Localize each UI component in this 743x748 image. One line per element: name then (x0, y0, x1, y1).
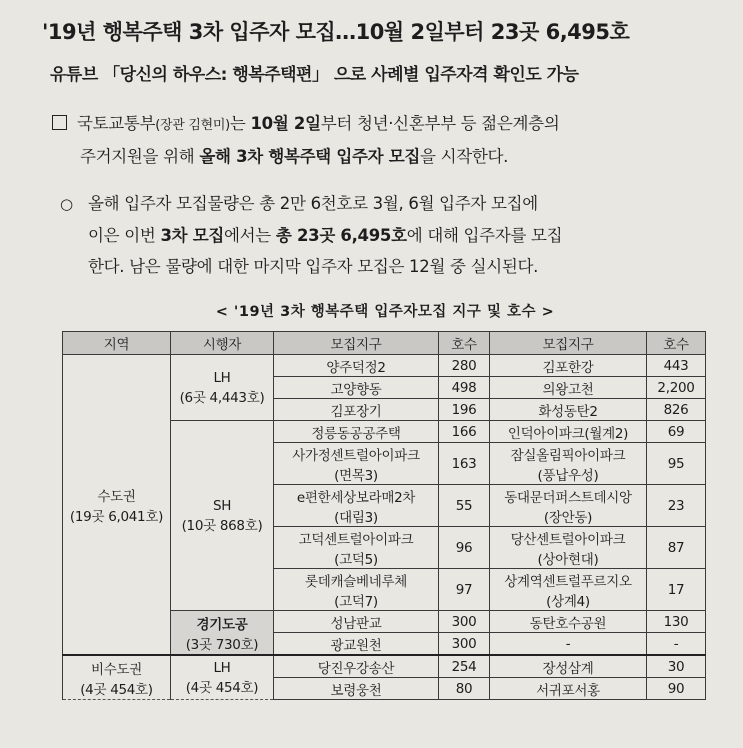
district-cell: 고양향동 (274, 377, 439, 399)
page-title: '19년 행복주택 3차 입주자 모집…10월 2일부터 23곳 6,495호 (42, 20, 630, 44)
district-alias: (대림3) (334, 509, 378, 526)
header-operator: 시행자 (171, 332, 274, 355)
district-cell: - (490, 633, 647, 656)
paragraph-details (60, 188, 700, 282)
units-cell: 90 (647, 678, 706, 700)
district-alias: (고덕5) (334, 551, 378, 568)
bold-text: 총 23곳 6,495호 (275, 226, 407, 245)
table-caption: < '19년 3차 행복주택 입주자모집 지구 및 호수 > (215, 304, 555, 320)
text-span: 주거지원을 위해 (80, 147, 200, 166)
units-cell: - (647, 633, 706, 656)
district-cell: 동탄호수공원 (490, 611, 647, 633)
units-cell: 17 (647, 569, 706, 611)
region-cell (63, 655, 171, 700)
units-cell: 300 (439, 633, 490, 656)
units-cell: 95 (647, 443, 706, 485)
table-row (63, 355, 706, 377)
units-cell: 826 (647, 399, 706, 421)
units-cell: 96 (439, 527, 490, 569)
district-cell: 보령웅천 (274, 678, 439, 700)
operator-count: (6곳 4,443호) (179, 389, 265, 406)
district-cell (490, 527, 647, 569)
text-span: 에 대해 입주자를 모집 (406, 226, 563, 245)
district-cell: 의왕고천 (490, 377, 647, 399)
units-cell: 130 (647, 611, 706, 633)
district-name: e편한세상보라매2차 (296, 489, 416, 506)
header-region: 지역 (63, 332, 171, 355)
district-alias: (상아현대) (537, 551, 599, 568)
district-name: 고덕센트럴아이파크 (298, 531, 414, 548)
operator-cell (171, 355, 274, 421)
district-cell: 양주덕정2 (274, 355, 439, 377)
units-cell: 55 (439, 485, 490, 527)
units-cell: 69 (647, 421, 706, 443)
bold-text: 3차 모집 (160, 226, 224, 245)
district-alias: (장안동) (543, 509, 593, 526)
district-name: 상계역센트럴푸르지오 (504, 573, 632, 590)
units-cell: 280 (439, 355, 490, 377)
units-cell: 498 (439, 377, 490, 399)
district-name: 동대문더퍼스트데시앙 (504, 489, 632, 506)
ministry-name: 국토교통부 (77, 114, 156, 133)
district-cell: 장성삼계 (490, 655, 647, 678)
district-cell (274, 569, 439, 611)
units-cell: 443 (647, 355, 706, 377)
minister-note: (장관 김현미) (155, 118, 230, 133)
circle-bullet-icon: ○ (60, 195, 73, 213)
operator-count: (10곳 868호) (181, 517, 263, 534)
operator-name: LH (213, 659, 231, 676)
district-cell: 정릉동공공주택 (274, 421, 439, 443)
district-cell: 당진우강송산 (274, 655, 439, 678)
district-name: 롯데캐슬베네루체 (305, 573, 407, 590)
text-span: 에서는 (224, 226, 276, 245)
header-district: 모집지구 (490, 332, 647, 355)
units-cell: 87 (647, 527, 706, 569)
district-cell: 서귀포서홍 (490, 678, 647, 700)
units-cell: 163 (439, 443, 490, 485)
district-name: 잠실올림픽아이파크 (510, 447, 626, 464)
operator-count: (3곳 730호) (185, 636, 259, 653)
region-name: 수도권 (97, 488, 136, 505)
operator-name: LH (213, 369, 231, 386)
district-alias: (고덕7) (334, 593, 378, 610)
district-cell: 성남판교 (274, 611, 439, 633)
header-district: 모집지구 (274, 332, 439, 355)
operator-cell (171, 655, 274, 700)
page-subtitle: 유튜브 「당신의 하우스: 행복주택편」 으로 사례별 입주자격 확인도 가능 (50, 65, 579, 85)
district-cell (490, 485, 647, 527)
header-units: 호수 (439, 332, 490, 355)
region-count: (4곳 454호) (80, 681, 153, 698)
text-span: 이은 이번 (88, 226, 161, 245)
operator-cell (171, 611, 274, 656)
district-alias: (풍납우성) (537, 467, 599, 484)
district-cell: 광교원천 (274, 633, 439, 656)
paragraph-intro (52, 108, 692, 172)
highlight-text: 올해 3차 행복주택 입주자 모집 (199, 147, 421, 166)
units-cell: 2,200 (647, 377, 706, 399)
operator-count: (4곳 454호) (185, 679, 259, 696)
district-name: 당산센트럴아이파크 (510, 531, 626, 548)
start-date: 10월 2일 (250, 114, 321, 133)
table-row (63, 655, 706, 678)
text-span: 올해 입주자 모집물량은 총 2만 6천호로 3월, 6월 입주자 모집에 (88, 194, 538, 213)
units-cell: 196 (439, 399, 490, 421)
operator-name: SH (212, 497, 232, 514)
district-alias: (상계4) (546, 593, 590, 610)
header-units: 호수 (647, 332, 706, 355)
district-cell: 김포장기 (274, 399, 439, 421)
operator-cell (171, 421, 274, 611)
district-cell (490, 443, 647, 485)
operator-name: 경기도공 (196, 616, 248, 633)
district-cell (274, 527, 439, 569)
table-header-row (63, 332, 706, 355)
district-cell: 김포한강 (490, 355, 647, 377)
units-cell: 80 (439, 678, 490, 700)
text-span: 한다. 남은 물량에 대한 마지막 입주자 모집은 12월 중 실시된다. (88, 257, 539, 276)
district-cell: 인덕아이파크(월계2) (490, 421, 647, 443)
units-cell: 254 (439, 655, 490, 678)
district-cell (274, 485, 439, 527)
district-cell (490, 569, 647, 611)
text-span: 는 (229, 114, 251, 133)
district-alias: (면목3) (334, 467, 378, 484)
district-name: 사가정센트럴아이파크 (292, 447, 420, 464)
region-cell (63, 355, 171, 656)
region-count: (19곳 6,041호) (69, 508, 164, 525)
district-cell (274, 443, 439, 485)
units-cell: 23 (647, 485, 706, 527)
square-bullet-icon (52, 115, 67, 130)
text-span: 부터 청년·신혼부부 등 젊은계층의 (320, 114, 560, 133)
units-cell: 97 (439, 569, 490, 611)
units-cell: 166 (439, 421, 490, 443)
units-cell: 300 (439, 611, 490, 633)
district-cell: 화성동탄2 (490, 399, 647, 421)
region-name: 비수도권 (91, 661, 142, 678)
units-cell: 30 (647, 655, 706, 678)
text-span: 을 시작한다. (420, 147, 509, 166)
housing-table (62, 331, 706, 700)
